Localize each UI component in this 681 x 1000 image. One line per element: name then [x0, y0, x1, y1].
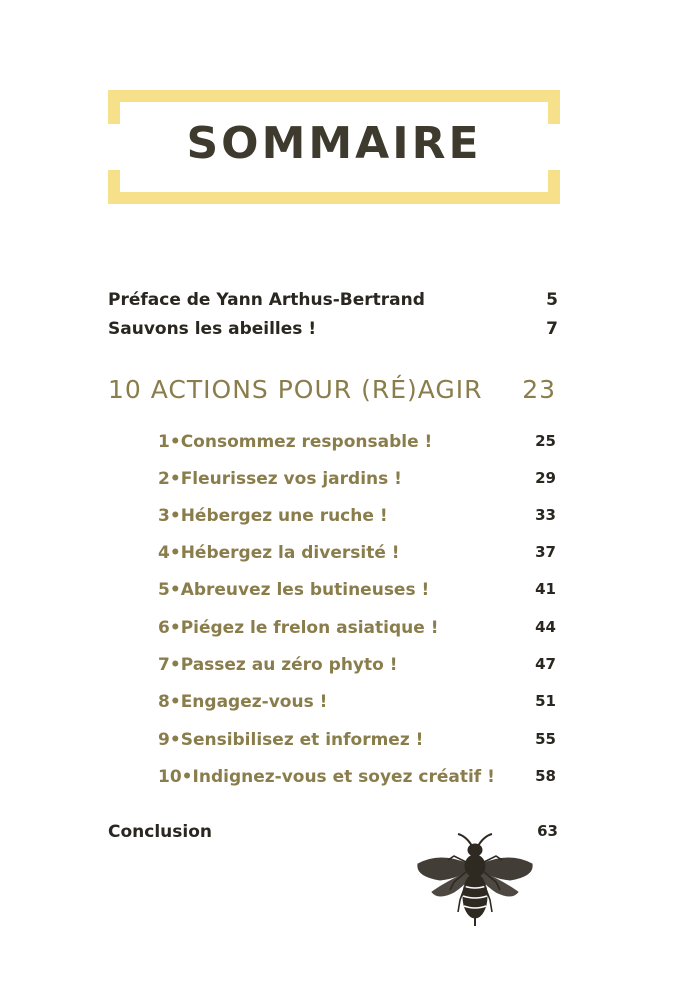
- toc-action-5[interactable]: [158, 580, 556, 604]
- toc-entry-page: 7: [546, 319, 558, 339]
- toc-entry-label: Préface de Yann Arthus-Bertrand: [108, 290, 425, 310]
- frame-right-bottom: [548, 170, 560, 204]
- toc-action-page: 41: [535, 580, 556, 598]
- toc-action-label: 2•Fleurissez vos jardins !: [158, 469, 402, 489]
- bee-icon: [414, 830, 536, 934]
- toc-action-8[interactable]: [158, 692, 556, 716]
- toc-action-page: 33: [535, 506, 556, 524]
- section-heading[interactable]: [108, 375, 556, 411]
- toc-action-label: 10•Indignez-vous et soyez créatif !: [158, 767, 495, 787]
- toc-action-label: 4•Hébergez la diversité !: [158, 543, 400, 563]
- toc-action-4[interactable]: [158, 543, 556, 567]
- frame-left-bottom: [108, 170, 120, 204]
- toc-action-page: 51: [535, 692, 556, 710]
- toc-action-page: 44: [535, 618, 556, 636]
- toc-action-10[interactable]: [158, 767, 556, 791]
- frame-bottom: [108, 192, 560, 204]
- toc-action-label: 8•Engagez-vous !: [158, 692, 328, 712]
- toc-action-page: 37: [535, 543, 556, 561]
- toc-action-1[interactable]: [158, 432, 556, 456]
- toc-action-page: 29: [535, 469, 556, 487]
- toc-action-page: 47: [535, 655, 556, 673]
- toc-action-7[interactable]: [158, 655, 556, 679]
- toc-action-6[interactable]: [158, 618, 556, 642]
- toc-action-label: 7•Passez au zéro phyto !: [158, 655, 398, 675]
- frame-top: [108, 90, 560, 102]
- toc-action-label: 9•Sensibilisez et informez !: [158, 730, 424, 750]
- toc-action-page: 58: [535, 767, 556, 785]
- section-label: 10 ACTIONS POUR (RÉ)AGIR: [108, 375, 483, 404]
- page-title: SOMMAIRE: [186, 118, 482, 169]
- toc-action-page: 25: [535, 432, 556, 450]
- toc-entry-page: 63: [537, 822, 558, 840]
- toc-entry-page: 5: [546, 290, 558, 310]
- title-frame: [108, 90, 560, 204]
- toc-action-page: 55: [535, 730, 556, 748]
- toc-entry-sauvons[interactable]: [108, 319, 558, 343]
- toc-action-2[interactable]: [158, 469, 556, 493]
- toc-entry-preface[interactable]: [108, 290, 558, 314]
- toc-action-label: 1•Consommez responsable !: [158, 432, 433, 452]
- section-page: 23: [522, 375, 556, 404]
- toc-entry-label: Conclusion: [108, 822, 212, 842]
- toc-action-label: 3•Hébergez une ruche !: [158, 506, 388, 526]
- toc-entry-label: Sauvons les abeilles !: [108, 319, 317, 339]
- toc-action-label: 6•Piégez le frelon asiatique !: [158, 618, 439, 638]
- toc-action-3[interactable]: [158, 506, 556, 530]
- toc-action-9[interactable]: [158, 730, 556, 754]
- toc-action-label: 5•Abreuvez les butineuses !: [158, 580, 430, 600]
